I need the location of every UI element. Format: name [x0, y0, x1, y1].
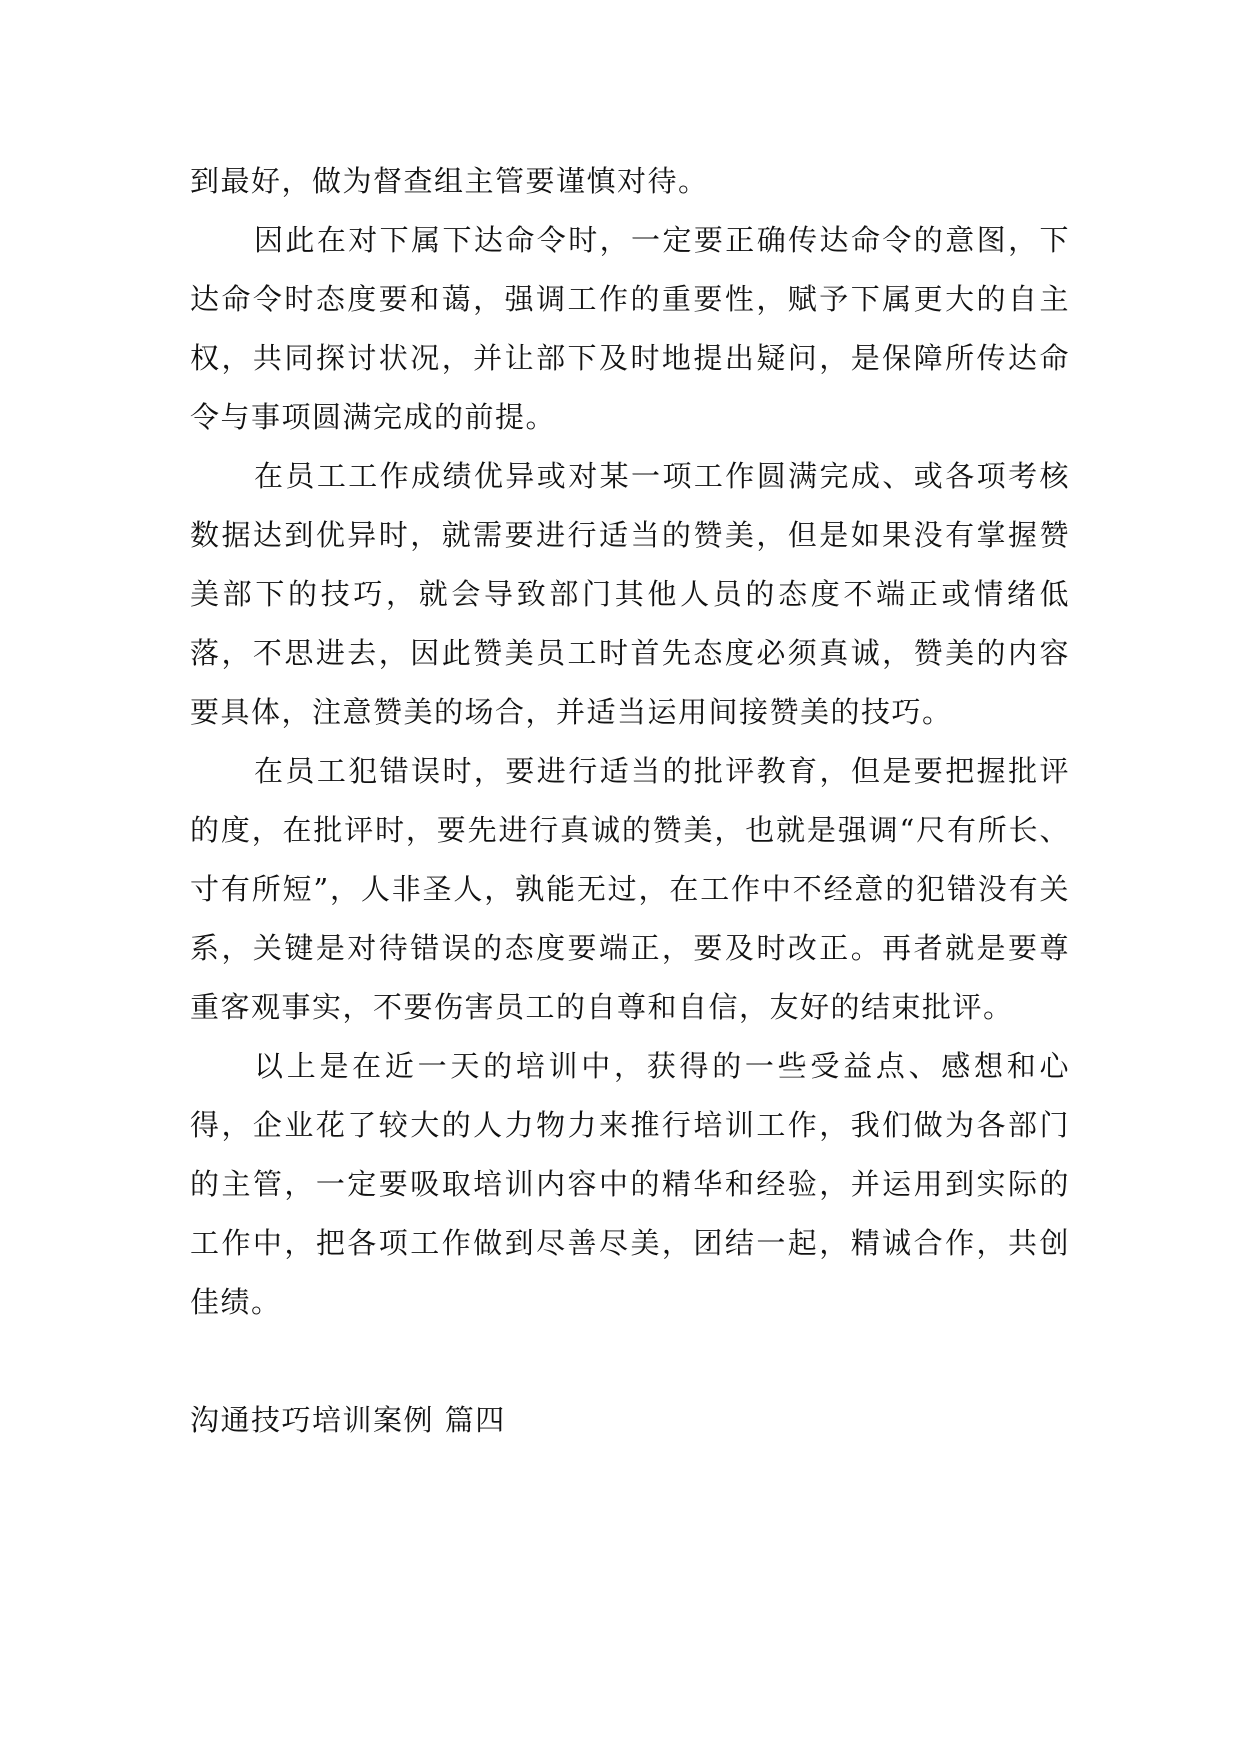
document-page — [190, 152, 1070, 1450]
paragraph-summary: 以上是在近一天的培训中，获得的一些受益点、感想和心得，企业花了较大的人力物力来推行培训工作，我们做为各部门的主管，一定要吸取培训内容中的精华和经验，并运用到实际的工作中，把各项工作做到尽善尽美，团结一起，精诚合作，共创佳绩。 — [190, 1049, 1070, 1319]
paragraph-praise: 在员工工作成绩优异或对某一项工作圆满完成、或各项考核数据达到优异时，就需要进行适当的赞美，但是如果没有掌握赞美部下的技巧，就会导致部门其他人员的态度不端正或情绪低落，不思进去，因此赞美员工时首先态度必须真诚，赞美的内容要具体，注意赞美的场合，并适当运用间接赞美的技巧。 — [190, 459, 1070, 729]
paragraph-commands: 因此在对下属下达命令时，一定要正确传达命令的意图，下达命令时态度要和蔼，强调工作的重要性，赋予下属更大的自主权，共同探讨状况，并让部下及时地提出疑问，是保障所传达命令与事项圆满完成的前提。 — [190, 223, 1070, 434]
paragraph-criticism: 在员工犯错误时，要进行适当的批评教育，但是要把握批评的度，在批评时，要先进行真诚的赞美，也就是强调“尺有所长、寸有所短”，人非圣人，孰能无过，在工作中不经意的犯错没有关系，关键是对待错误的态度要端正，要及时改正。再者就是要尊重客观事实，不要伤害员工的自尊和自信，友好的结束批评。 — [190, 754, 1070, 1024]
section-heading: 沟通技巧培训案例 篇四 — [190, 1403, 506, 1437]
paragraph-continuation: 到最好，做为督查组主管要谨慎对待。 — [190, 164, 709, 198]
